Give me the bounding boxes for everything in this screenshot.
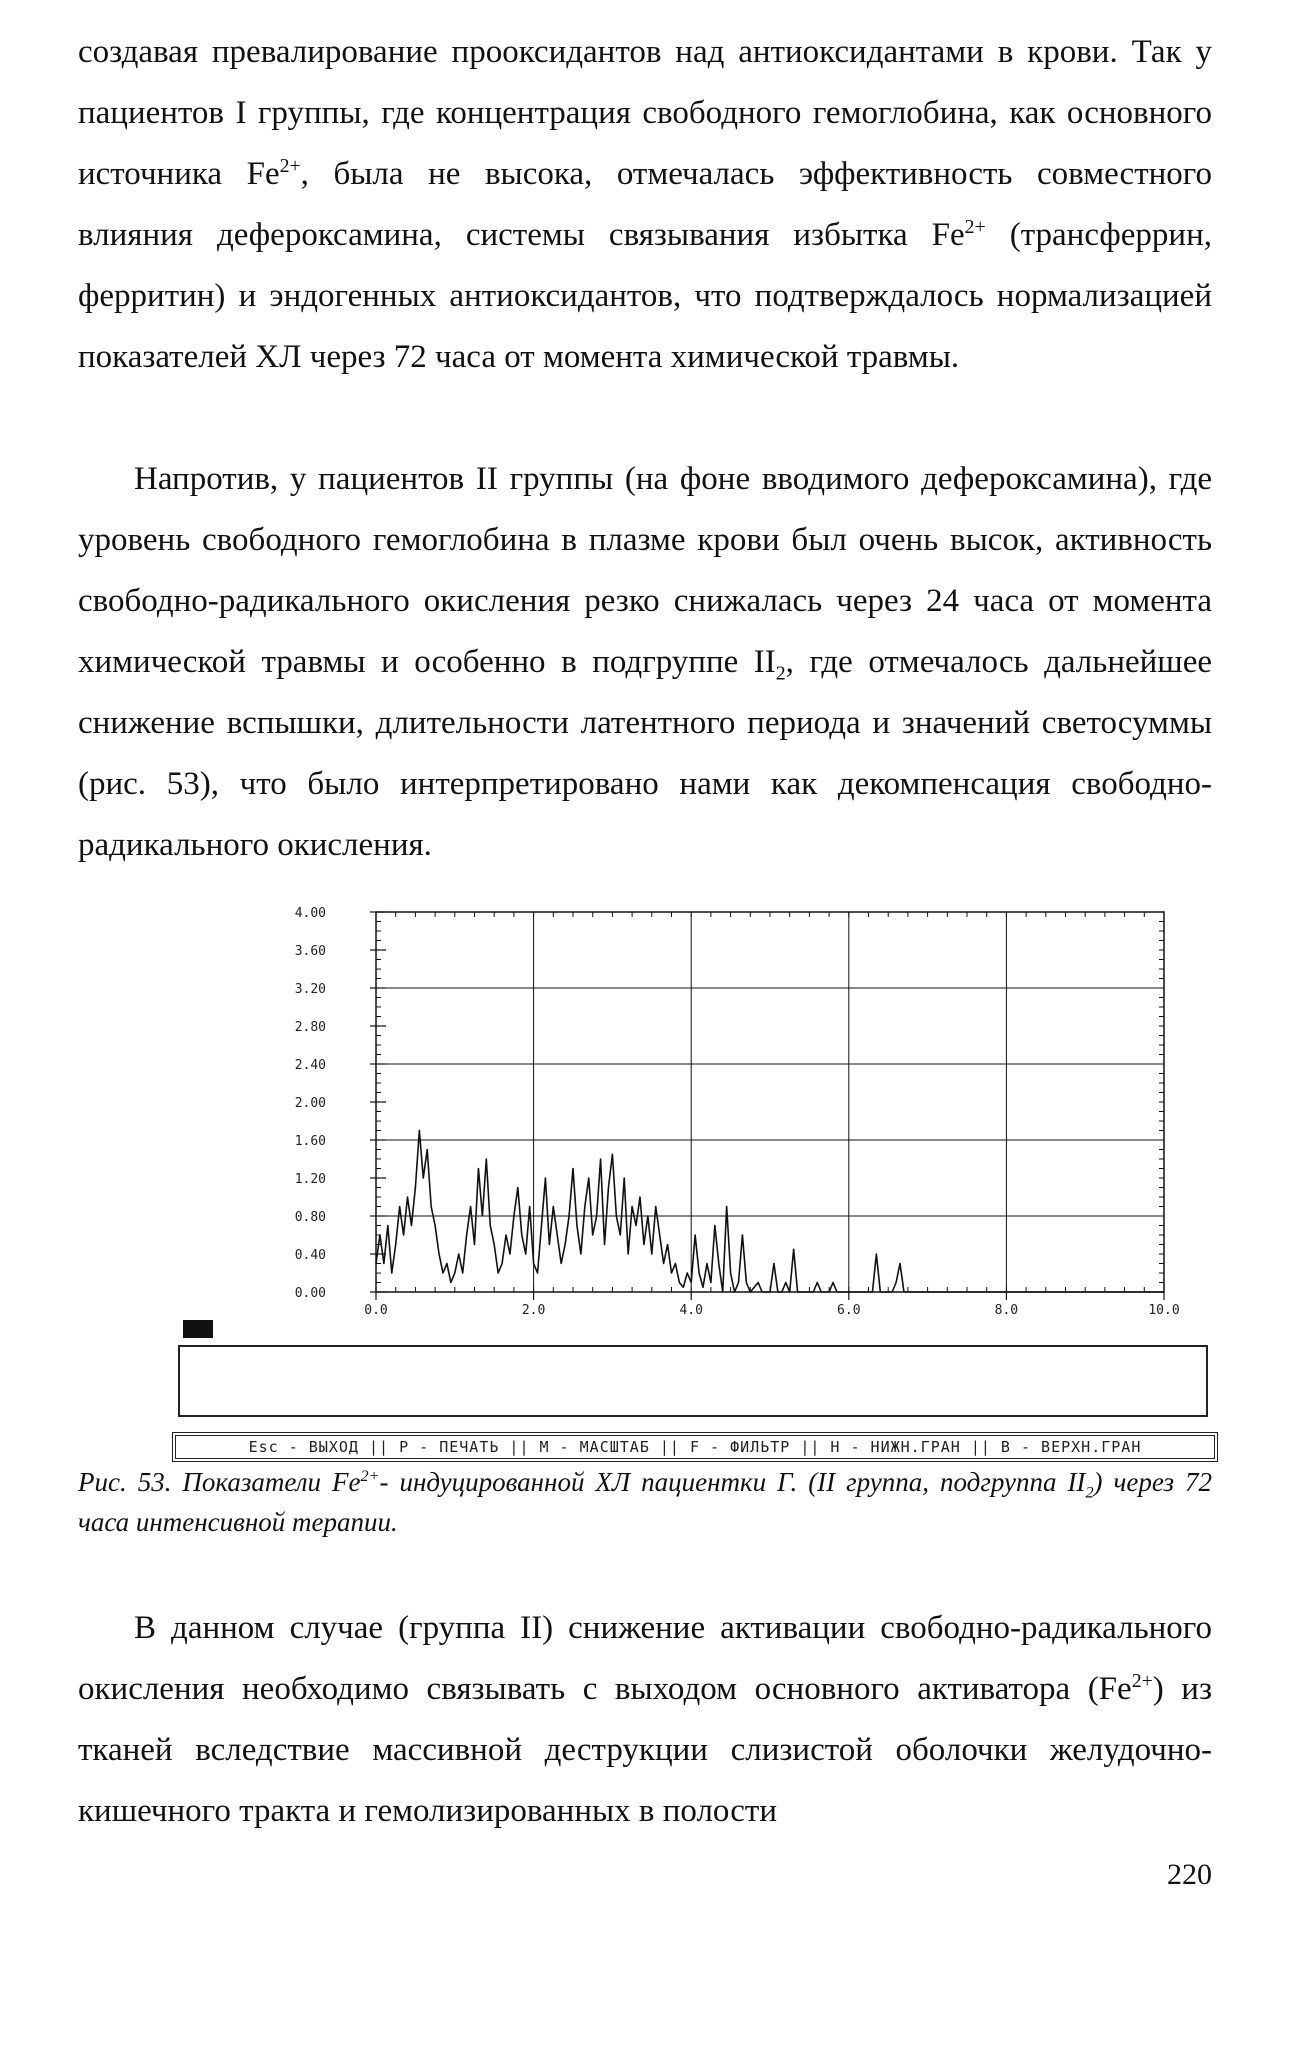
info-panel bbox=[178, 1345, 1208, 1417]
p3-text-a: В данном случае (группа II) снижение активации свободно-радикального окисления необходимо связывать с выходом основного активатора (Fe bbox=[78, 1610, 1212, 1707]
chemiluminescence-chart bbox=[270, 890, 1230, 1340]
caption-text-c: ) через 72 часа интенсивной терапии. bbox=[78, 1467, 1212, 1537]
y-tick-label: 2.00 bbox=[294, 1096, 326, 1111]
x-tick-label: 8.0 bbox=[994, 1303, 1019, 1318]
x-tick-label: 0.0 bbox=[364, 1303, 388, 1318]
x-tick-label: 6.0 bbox=[837, 1303, 861, 1318]
y-tick-label: 0.80 bbox=[294, 1210, 326, 1225]
y-tick-label: 1.20 bbox=[294, 1172, 326, 1187]
cursor-marker bbox=[183, 1320, 213, 1338]
y-tick-label: 2.40 bbox=[294, 1058, 326, 1073]
x-tick-label: 4.0 bbox=[679, 1303, 703, 1318]
p1-sup-a: 2+ bbox=[279, 155, 301, 177]
y-tick-label: 2.80 bbox=[294, 1020, 326, 1035]
p2-text-a: Напротив, у пациентов II группы (на фоне вводимого дефероксамина), где уровень свободного гемоглобина в плазме крови был очень высок, активность свободно-радикального окисления резко снижалась через 24 часа от момента химической травмы и особенно в подгруппе II bbox=[78, 461, 1212, 680]
y-tick-label: 0.40 bbox=[294, 1248, 326, 1263]
x-tick-label: 2.0 bbox=[521, 1303, 546, 1318]
y-tick-label: 3.60 bbox=[294, 944, 326, 959]
y-tick-label: 4.00 bbox=[294, 906, 326, 921]
caption-sup-a: 2+ bbox=[360, 1467, 380, 1485]
paragraph-1 bbox=[78, 22, 1212, 388]
series-line bbox=[376, 1131, 1164, 1293]
page-number: 220 bbox=[1167, 1858, 1212, 1891]
p1-sup-b: 2+ bbox=[964, 216, 986, 238]
caption-label: Рис. 53. bbox=[78, 1467, 172, 1497]
status-bar: Esc - ВЫХОД || P - ПЕЧАТЬ || M - МАСШТАБ || F - ФИЛЬТР || H - НИЖН.ГРАН || B - ВЕРХН.ГРАН bbox=[172, 1432, 1218, 1462]
caption-text-b: - индуцированной ХЛ пациентки Г. (II группа, подгруппа II bbox=[379, 1467, 1086, 1497]
p2-text-b: , где отмечалось дальнейшее снижение вспышки, длительности латентного периода и значений светосуммы (рис. 53), что было интерпретировано нами как декомпенсация свободно-радикального окисления. bbox=[78, 644, 1212, 863]
plot-frame bbox=[376, 912, 1164, 1292]
p1-text-b: , была не высока, отмечалась эффективность совместного влияния дефероксамина, системы связывания избытка Fe bbox=[78, 156, 1212, 253]
p3-text-b: ) из тканей вследствие массивной деструкции слизистой оболочки желудочно-кишечного тракта и гемолизированных в полости bbox=[78, 1671, 1212, 1829]
y-tick-label: 1.60 bbox=[294, 1134, 326, 1149]
p2-sub-a: 2 bbox=[775, 662, 786, 685]
p1-text-c: (трансферрин, ферритин) и эндогенных антиоксидантов, что подтверждалось нормализацией показателей ХЛ через 72 часа от момента химической травмы. bbox=[78, 217, 1212, 375]
caption-text-a: Показатели Fe bbox=[171, 1467, 361, 1497]
chart-svg bbox=[270, 890, 1230, 1330]
paragraph-3 bbox=[78, 1598, 1212, 1842]
caption-sub-b: 2 bbox=[1085, 1483, 1094, 1502]
x-tick-label: 10.0 bbox=[1148, 1303, 1180, 1318]
y-tick-label: 3.20 bbox=[294, 982, 326, 997]
paragraph-2 bbox=[78, 449, 1212, 876]
y-tick-label: 0.00 bbox=[294, 1286, 326, 1301]
p3-sup-a: 2+ bbox=[1131, 1670, 1153, 1692]
p1-text-a: создавая превалирование прооксидантов над антиоксидантами в крови. Так у пациентов I группы, где концентрация свободного гемоглобина, как основного источника Fe bbox=[78, 34, 1212, 192]
figure-caption bbox=[78, 1462, 1212, 1542]
